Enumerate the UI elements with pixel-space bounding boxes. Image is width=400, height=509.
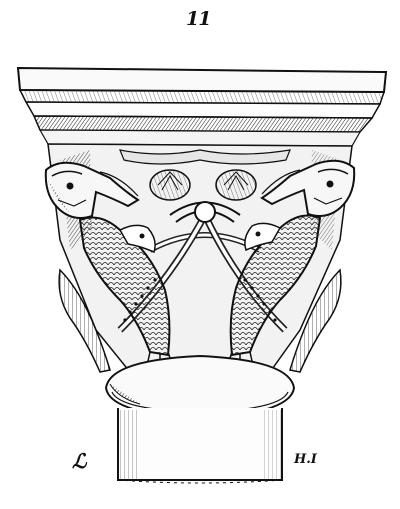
column-shaft — [118, 408, 282, 483]
monogram-left: ℒ — [72, 449, 87, 473]
monogram-right: H.I — [294, 452, 317, 467]
abacus — [18, 68, 386, 146]
page-number: 11 — [186, 8, 211, 30]
